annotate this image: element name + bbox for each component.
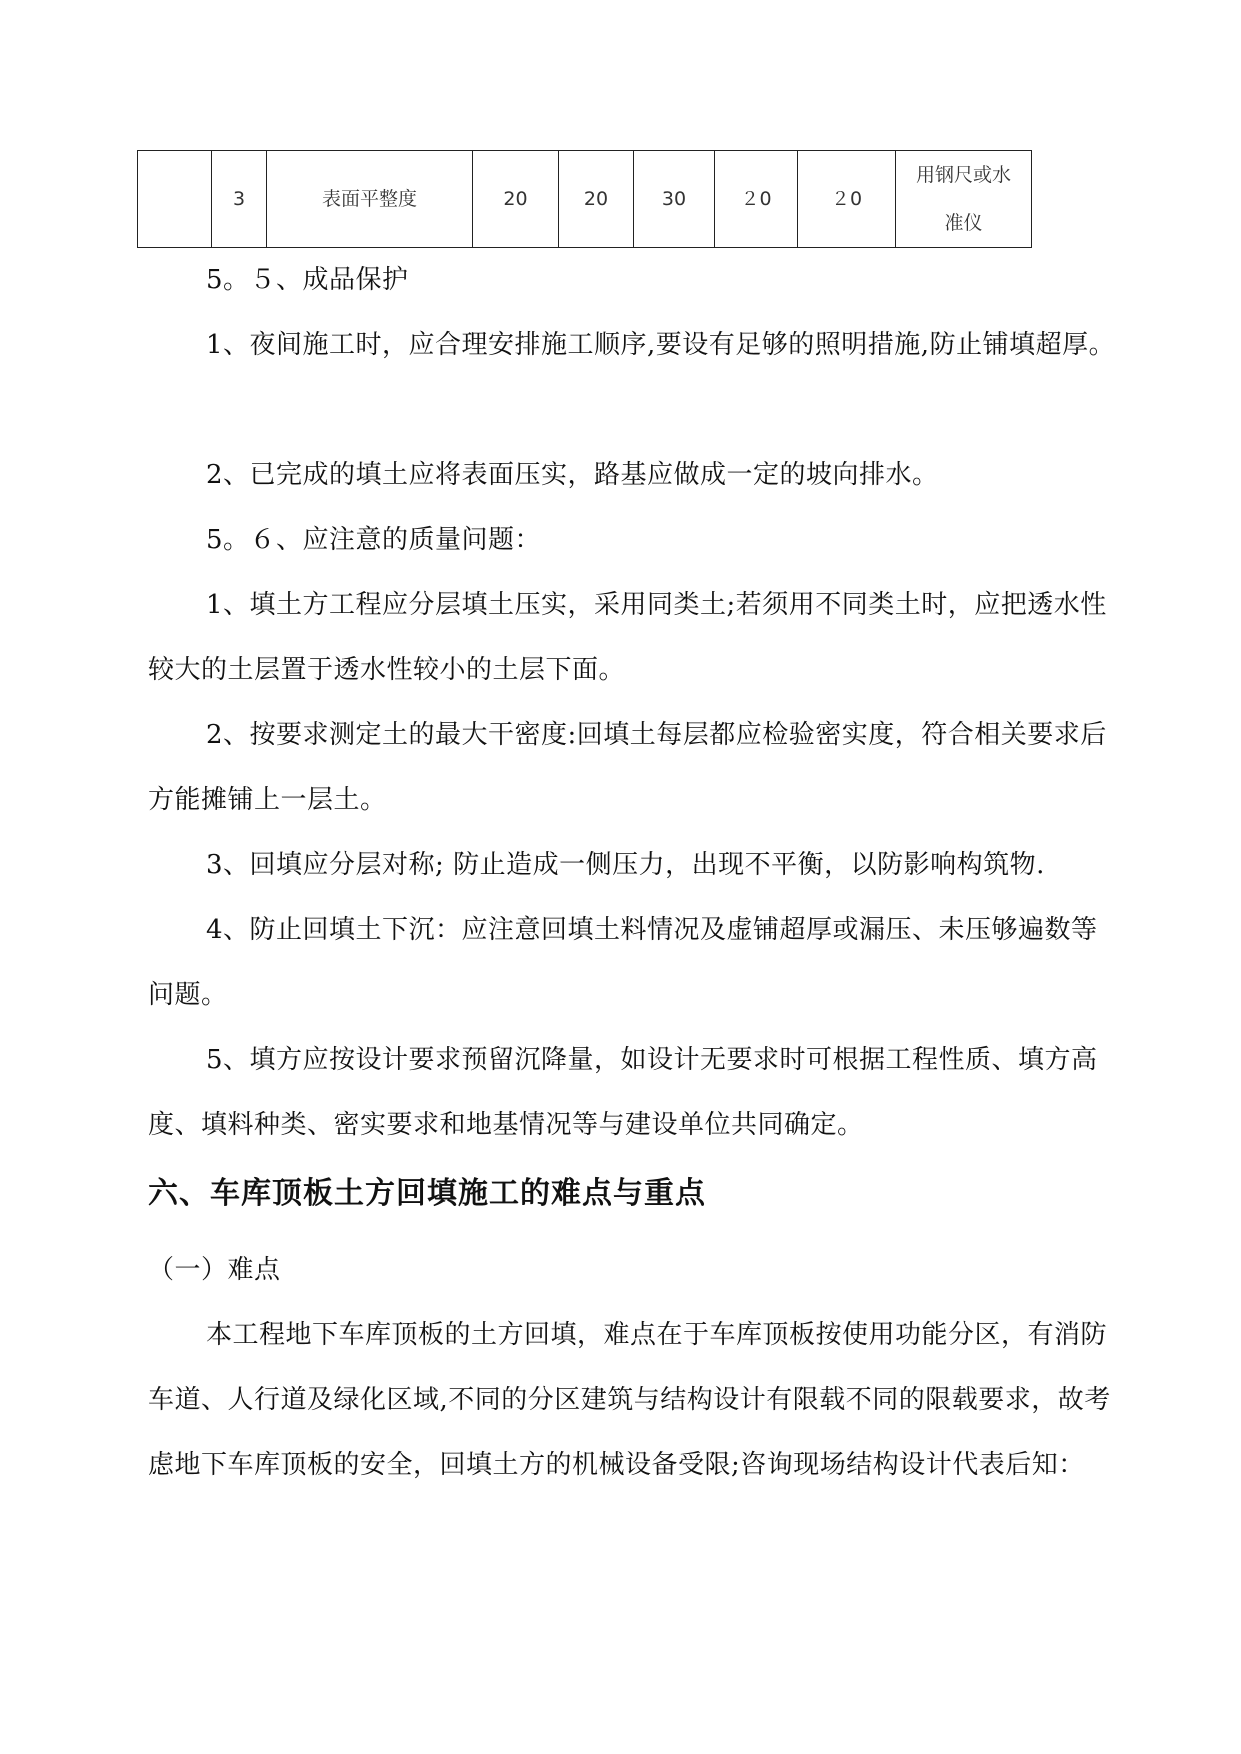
- table-cell-value: ２0: [715, 151, 798, 248]
- section-5-6-item-4: 4、防止回填土下沉：应注意回填土料情况及虚铺超厚或漏压、未压够遍数等问题。: [148, 915, 1098, 1010]
- quality-table: [137, 150, 1032, 248]
- chapter-6-subheading: （一）难点: [148, 1255, 281, 1285]
- table-cell-value: 30: [634, 151, 715, 248]
- table-cell-value: ２0: [798, 151, 896, 248]
- chapter-6-heading: 六、车库顶板土方回填施工的难点与重点: [148, 1176, 706, 1211]
- section-5-6-item-2: 2、按要求测定土的最大干密度:回填土每层都应检验密实度，符合相关要求后方能摊铺上一层土。: [148, 720, 1107, 815]
- section-5-6-item-5: 5、填方应按设计要求预留沉降量，如设计无要求时可根据工程性质、填方高度、填料种类、密实要求和地基情况等与建设单位共同确定。: [148, 1045, 1098, 1140]
- section-5-5-title: 5。５、成品保护: [206, 265, 409, 295]
- section-5-5-item-1: 1、夜间施工时，应合理安排施工顺序,要设有足够的照明措施,防止铺填超厚。: [206, 330, 1116, 360]
- table-row: [138, 151, 1032, 248]
- section-5-6-item-3: 3、回填应分层对称; 防止造成一侧压力，出现不平衡，以防影响构筑物.: [206, 850, 1045, 880]
- section-5-6-item-1: 1、填土方工程应分层填土压实，采用同类土;若须用不同类土时，应把透水性较大的土层置于透水性较小的土层下面。: [148, 590, 1107, 685]
- table-cell-method: [896, 151, 1032, 248]
- method-line-2: 准仪: [944, 212, 983, 234]
- section-5-6-title: 5。６、应注意的质量问题：: [206, 525, 542, 555]
- chapter-6-paragraph: 本工程地下车库顶板的土方回填，难点在于车库顶板按使用功能分区，有消防车道、人行道及绿化区域,不同的分区建筑与结构设计有限载不同的限载要求，故考虑地下车库顶板的安全，回填土方的机械设备受限;咨询现场结构设计代表后知：: [148, 1320, 1111, 1480]
- method-line-1: 用钢尺或水: [915, 164, 1011, 186]
- table-cell-value: 20: [473, 151, 559, 248]
- table-cell: [138, 151, 212, 248]
- table-cell-index: 3: [212, 151, 267, 248]
- table-cell-item: 表面平整度: [267, 151, 473, 248]
- section-5-5-item-2: 2、已完成的填土应将表面压实，路基应做成一定的坡向排水。: [206, 460, 939, 490]
- table-cell-value: 20: [559, 151, 634, 248]
